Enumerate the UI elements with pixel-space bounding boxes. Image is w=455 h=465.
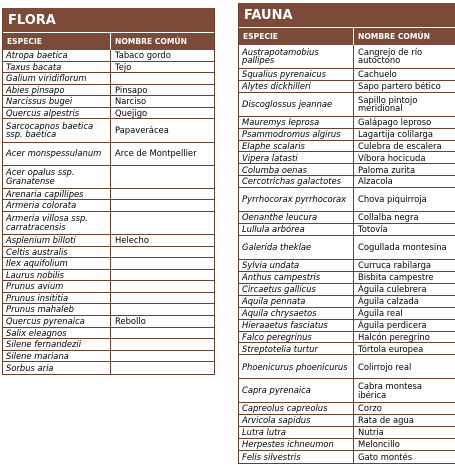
common-name: Papaverácea <box>115 125 169 136</box>
fauna-common-name-cell <box>354 212 453 223</box>
flora-table-row <box>3 212 214 235</box>
fauna-species-cell <box>239 212 354 223</box>
flora-species-cell <box>3 62 111 73</box>
fauna-common-name-cell <box>354 296 453 307</box>
fauna-species-cell <box>239 152 354 163</box>
common-name: Corzo <box>358 403 382 414</box>
fauna-table-row <box>239 93 455 117</box>
flora-common-name-cell <box>111 235 212 246</box>
species-name: Silene fernandezii <box>6 339 82 350</box>
flora-table-row <box>3 73 214 85</box>
species-name: Felis silvestris <box>242 451 301 462</box>
flora-header-row <box>3 33 214 50</box>
species-name: Prunus mahaleb <box>6 304 74 315</box>
fauna-common-name-cell <box>354 308 453 319</box>
species-name: Circaetus gallicus <box>242 283 316 294</box>
flora-table-row <box>3 362 214 374</box>
fauna-table-row <box>239 260 455 272</box>
species-name: Austrapotamobius pallipes <box>242 46 319 66</box>
species-name: Oenanthe leucura <box>242 212 318 223</box>
fauna-table-row <box>239 188 455 212</box>
flora-table-row <box>3 339 214 351</box>
flora-common-name-cell <box>111 143 212 165</box>
flora-species-cell <box>3 73 111 84</box>
fauna-table-row <box>239 379 455 403</box>
flora-common-name-cell <box>111 362 212 374</box>
fauna-table-row <box>239 332 455 344</box>
common-name: Halcón peregrino <box>358 331 430 342</box>
flora-common-name-cell <box>111 328 212 339</box>
fauna-species-cell <box>239 332 354 343</box>
fauna-species-cell <box>239 188 354 211</box>
common-name: Colirrojo real <box>358 361 412 372</box>
flora-table-row <box>3 108 214 120</box>
flora-species-cell <box>3 293 111 304</box>
flora-species-cell <box>3 212 111 234</box>
common-name: Culebra de escalera <box>358 140 442 151</box>
species-name: Narcissus bugei <box>6 96 73 107</box>
species-name: Lullula arbórea <box>242 224 305 235</box>
flora-common-name-cell <box>111 316 212 327</box>
flora-table-row <box>3 304 214 316</box>
flora-species-cell <box>3 270 111 281</box>
fauna-species-cell <box>239 141 354 152</box>
flora-species-cell <box>3 166 111 188</box>
fauna-species-cell <box>239 260 354 271</box>
flora-species-cell <box>3 351 111 362</box>
common-name: Gato montés <box>358 451 413 462</box>
flora-common-name-cell <box>111 258 212 269</box>
fauna-table-row <box>239 308 455 320</box>
fauna-common-name-cell <box>354 188 453 211</box>
common-name: Chova piquirroja <box>358 194 427 205</box>
fauna-common-name-cell <box>354 332 453 343</box>
common-name: Bisbita campestre <box>358 271 434 282</box>
common-name: Águila calzada <box>358 295 419 306</box>
fauna-common-name-cell <box>354 320 453 331</box>
flora-table-row <box>3 351 214 363</box>
species-name: Lutra lutra <box>242 427 286 438</box>
common-name: Pinsapo <box>115 84 148 95</box>
common-name: Meloncillo <box>358 439 400 450</box>
common-name: Paloma zurita <box>358 164 416 175</box>
fauna-species-cell <box>239 403 354 414</box>
fauna-species-cell <box>239 415 354 426</box>
fauna-table-row <box>239 212 455 224</box>
flora-species-cell <box>3 316 111 327</box>
fauna-col-common: NOMBRE COMÚN <box>358 32 430 41</box>
flora-common-name-cell <box>111 189 212 200</box>
fauna-common-name-cell <box>354 164 453 175</box>
common-name: Águila perdicera <box>358 319 427 330</box>
common-name: Quejigo <box>115 107 148 118</box>
species-name: Discoglossus jeannae <box>242 98 333 109</box>
fauna-col-species: ESPECIE <box>239 28 354 45</box>
species-name: Arvicola sapidus <box>242 415 311 426</box>
fauna-species-cell <box>239 93 354 116</box>
fauna-species-cell <box>239 272 354 283</box>
species-name: Asplenium billoti <box>6 235 76 246</box>
fauna-common-name-cell <box>354 343 453 354</box>
flora-species-cell <box>3 328 111 339</box>
fauna-table-row <box>239 355 455 379</box>
species-name: Streptotelia turtur <box>242 343 318 354</box>
flora-table-row <box>3 166 214 189</box>
flora-table-row <box>3 96 214 108</box>
flora-species-cell <box>3 119 111 141</box>
common-name: Collalba negra <box>358 212 419 223</box>
species-name: Galium viridiflorum <box>6 73 87 84</box>
fauna-table-row <box>239 320 455 332</box>
species-name: Columba oenas <box>242 164 307 175</box>
flora-species-cell <box>3 108 111 119</box>
flora-species-cell <box>3 189 111 200</box>
flora-common-name-cell <box>111 212 212 234</box>
fauna-table-row <box>239 81 455 93</box>
flora-table-row <box>3 62 214 74</box>
fauna-table <box>238 3 455 464</box>
fauna-common-name-cell <box>354 272 453 283</box>
fauna-table-row <box>239 224 455 236</box>
species-name: Aquila chrysaetos <box>242 307 317 318</box>
common-name: Águila culebrera <box>358 283 427 294</box>
fauna-common-name-cell <box>354 451 453 463</box>
species-name: Mauremys leprosa <box>242 116 320 127</box>
fauna-table-row <box>239 296 455 308</box>
fauna-table-row <box>239 284 455 296</box>
fauna-common-name-cell <box>354 427 453 438</box>
fauna-common-name-cell <box>354 403 453 414</box>
fauna-species-cell <box>239 236 354 259</box>
flora-common-name-cell <box>111 200 212 211</box>
species-name: Arenaria capillipes <box>6 188 84 199</box>
species-name: Phoenicurus phoenicurus <box>242 361 348 372</box>
flora-species-cell <box>3 50 111 61</box>
species-name: Armeria villosa ssp. carratracensis <box>6 213 88 232</box>
species-name: Elaphe scalaris <box>242 140 305 151</box>
fauna-species-cell <box>239 224 354 235</box>
flora-species-cell <box>3 143 111 165</box>
species-name: Atropa baetica <box>6 49 68 60</box>
flora-table-row <box>3 247 214 259</box>
species-name: Alytes dickhilleri <box>242 80 311 91</box>
species-name: Hieraaetus fasciatus <box>242 319 328 330</box>
flora-species-cell <box>3 281 111 292</box>
flora-species-cell <box>3 258 111 269</box>
flora-table-row <box>3 189 214 201</box>
species-name: Herpestes ichneumon <box>242 439 334 450</box>
fauna-table-row <box>239 236 455 260</box>
flora-common-name-cell <box>111 108 212 119</box>
flora-species-cell <box>3 235 111 246</box>
species-name: Silene mariana <box>6 350 69 361</box>
flora-table-row <box>3 316 214 328</box>
fauna-table-row <box>239 439 455 451</box>
flora-common-name-cell <box>111 281 212 292</box>
common-name: Tórtola europea <box>358 343 424 354</box>
fauna-species-cell <box>239 320 354 331</box>
flora-table-row <box>3 258 214 270</box>
fauna-common-name-cell <box>354 176 453 187</box>
fauna-species-cell <box>239 45 354 68</box>
fauna-table-row <box>239 141 455 153</box>
species-name: Vipera latasti <box>242 152 298 163</box>
species-name: Squalius pyrenaicus <box>242 69 326 80</box>
fauna-table-row <box>239 69 455 81</box>
common-name: Cachuelo <box>358 69 397 80</box>
flora-species-cell <box>3 304 111 315</box>
common-name: Helecho <box>115 235 149 246</box>
fauna-common-name-cell <box>354 284 453 295</box>
common-name: Nutria <box>358 427 384 438</box>
fauna-table-row <box>239 427 455 439</box>
common-name: Víbora hocicuda <box>358 152 426 163</box>
species-name: Quercus alpestris <box>6 107 80 118</box>
flora-common-name-cell <box>111 339 212 350</box>
fauna-table-row <box>239 45 455 69</box>
species-name: Salix eleagnos <box>6 327 67 338</box>
fauna-common-name-cell <box>354 415 453 426</box>
common-name: Arce de Montpellier <box>115 148 197 159</box>
fauna-species-cell <box>239 81 354 92</box>
flora-title: FLORA <box>3 8 214 33</box>
fauna-common-name-cell <box>354 260 453 271</box>
species-name: Falco peregrinus <box>242 331 312 342</box>
fauna-rows <box>239 45 455 463</box>
flora-species-cell <box>3 200 111 211</box>
flora-table <box>2 8 215 375</box>
flora-species-cell <box>3 339 111 350</box>
flora-table-row <box>3 328 214 340</box>
species-name: Capra pyrenaica <box>242 385 311 396</box>
species-name: Celtis australis <box>6 246 68 257</box>
fauna-species-cell <box>239 117 354 128</box>
fauna-common-name-cell <box>354 81 453 92</box>
species-name: Laurus nobilis <box>6 269 64 280</box>
species-name: Ilex aquifolium <box>6 258 68 269</box>
species-name: Cercotrichas galactotes <box>242 176 342 187</box>
flora-table-row <box>3 85 214 97</box>
common-name: Rebollo <box>115 315 146 326</box>
species-name: Capreolus capreolus <box>242 403 328 414</box>
fauna-species-cell <box>239 308 354 319</box>
flora-common-name-cell <box>111 96 212 107</box>
species-name: Sarcocapnos baetica ssp. baetica <box>6 120 94 140</box>
fauna-common-name-cell <box>354 69 453 80</box>
flora-common-name-cell <box>111 166 212 188</box>
flora-species-cell <box>3 96 111 107</box>
fauna-species-cell <box>239 427 354 438</box>
fauna-species-cell <box>239 439 354 450</box>
common-name: Sapillo pintojo meridional <box>358 94 418 114</box>
fauna-species-cell <box>239 129 354 140</box>
flora-table-row <box>3 200 214 212</box>
species-name: Acer monspessulanum <box>6 148 102 159</box>
common-name: Rata de agua <box>358 415 414 426</box>
flora-species-cell <box>3 247 111 258</box>
fauna-common-name-cell <box>354 236 453 259</box>
fauna-species-cell <box>239 284 354 295</box>
fauna-common-name-cell <box>354 45 453 68</box>
flora-common-name-cell <box>111 119 212 141</box>
fauna-table-row <box>239 152 455 164</box>
fauna-table-row <box>239 415 455 427</box>
fauna-common-name-cell <box>354 152 453 163</box>
flora-common-name-cell <box>111 247 212 258</box>
flora-table-row <box>3 50 214 62</box>
flora-col-species: ESPECIE <box>3 33 111 50</box>
fauna-table-row <box>239 272 455 284</box>
flora-col-common: NOMBRE COMÚN <box>115 37 187 46</box>
species-name: Galerida theklae <box>242 242 312 253</box>
fauna-header-row <box>239 28 455 45</box>
flora-table-row <box>3 143 214 166</box>
fauna-table-row <box>239 451 455 463</box>
fauna-common-name-cell <box>354 141 453 152</box>
fauna-species-cell <box>239 355 354 378</box>
common-name: Tejo <box>115 61 132 72</box>
flora-common-name-cell <box>111 73 212 84</box>
flora-table-row <box>3 119 214 142</box>
fauna-species-cell <box>239 176 354 187</box>
fauna-common-name-cell <box>354 224 453 235</box>
species-name: Prunus insititia <box>6 292 69 303</box>
fauna-title: FAUNA <box>239 3 455 28</box>
fauna-table-row <box>239 176 455 188</box>
fauna-common-name-cell <box>354 379 453 402</box>
species-name: Sorbus aria <box>6 362 54 373</box>
common-name: Narciso <box>115 96 147 107</box>
flora-table-row <box>3 293 214 305</box>
species-name: Taxus bacata <box>6 61 62 72</box>
fauna-species-cell <box>239 343 354 354</box>
common-name: Cogullada montesina <box>358 242 447 253</box>
species-name: Armeria colorata <box>6 200 77 211</box>
flora-table-row <box>3 270 214 282</box>
species-name: Psammodromus algirus <box>242 128 341 139</box>
species-name: Abies pinsapo <box>6 84 65 95</box>
fauna-species-cell <box>239 69 354 80</box>
fauna-species-cell <box>239 379 354 402</box>
species-name: Sylvia undata <box>242 260 300 271</box>
common-name: Cabra montesa ibérica <box>358 381 423 400</box>
species-name: Quercus pyrenaica <box>6 315 85 326</box>
common-name: Tabaco gordo <box>115 49 171 60</box>
species-name: Anthus campestris <box>242 271 321 282</box>
flora-species-cell <box>3 85 111 96</box>
flora-table-row <box>3 281 214 293</box>
species-name: Acer opalus ssp. Granatense <box>6 167 75 186</box>
fauna-species-cell <box>239 296 354 307</box>
common-name: Galápago leproso <box>358 116 432 127</box>
flora-common-name-cell <box>111 293 212 304</box>
flora-common-name-cell <box>111 50 212 61</box>
common-name: Curruca rabilarga <box>358 260 432 271</box>
fauna-table-row <box>239 343 455 355</box>
species-name: Aquila pennata <box>242 295 306 306</box>
fauna-common-name-cell <box>354 93 453 116</box>
flora-table-row <box>3 235 214 247</box>
flora-common-name-cell <box>111 62 212 73</box>
fauna-common-name-cell <box>354 439 453 450</box>
fauna-common-name-cell <box>354 129 453 140</box>
species-name: Pyrrhocorax pyrrhocorax <box>242 194 347 205</box>
fauna-table-row <box>239 164 455 176</box>
flora-rows <box>3 50 214 374</box>
common-name: Cangrejo de río autóctono <box>358 46 423 66</box>
fauna-table-row <box>239 403 455 415</box>
fauna-common-name-cell <box>354 117 453 128</box>
fauna-common-name-cell <box>354 355 453 378</box>
common-name: Totovía <box>358 224 388 235</box>
fauna-table-row <box>239 129 455 141</box>
common-name: Sapo partero bético <box>358 80 441 91</box>
flora-common-name-cell <box>111 85 212 96</box>
fauna-species-cell <box>239 451 354 463</box>
common-name: Águila real <box>358 307 403 318</box>
common-name: Alzacola <box>358 176 393 187</box>
flora-species-cell <box>3 362 111 374</box>
flora-common-name-cell <box>111 351 212 362</box>
species-name: Prunus avium <box>6 281 64 292</box>
flora-common-name-cell <box>111 270 212 281</box>
fauna-table-row <box>239 117 455 129</box>
common-name: Lagartija colilarga <box>358 128 434 139</box>
flora-common-name-cell <box>111 304 212 315</box>
fauna-species-cell <box>239 164 354 175</box>
